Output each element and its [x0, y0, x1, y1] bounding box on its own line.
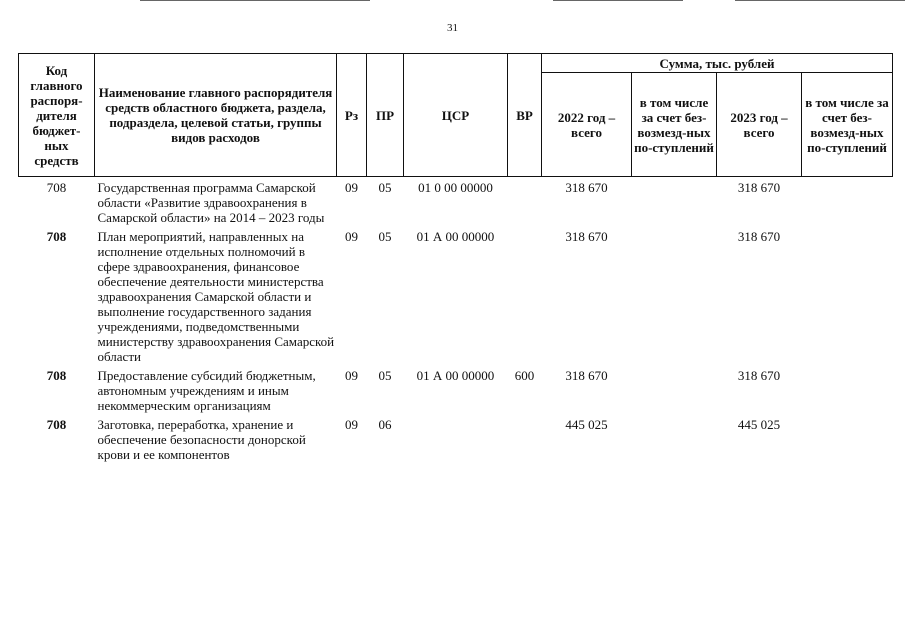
header-name: Наименование главного распорядителя средств областного бюджета, раздела, подраздела, целевой статьи, группы видов расходов	[95, 54, 337, 177]
row-code: 708	[46, 180, 67, 195]
row-2022-grant	[632, 226, 717, 365]
row-pr: 05	[378, 180, 392, 195]
row-2023-total: 318 670	[737, 229, 781, 244]
row-2023-grant	[802, 226, 893, 365]
row-vr	[508, 177, 542, 227]
top-rule-left	[140, 0, 370, 1]
row-pr: 05	[378, 368, 392, 383]
row-2022-grant	[632, 365, 717, 414]
row-code: 708	[46, 417, 67, 432]
row-rz: 09	[345, 180, 358, 195]
top-rule-middle	[553, 0, 683, 1]
row-2023-grant	[802, 414, 893, 463]
row-rz: 09	[345, 229, 358, 244]
row-csr: 01 А 00 00000	[416, 368, 495, 383]
row-2022-total: 318 670	[565, 368, 608, 383]
header-2022-total: 2022 год – всего	[542, 73, 632, 177]
header-code: Код главного распоря-дителя бюджет-ных средств	[19, 54, 95, 177]
row-2022-total: 445 025	[565, 417, 608, 432]
row-2022-total: 318 670	[565, 180, 608, 195]
row-2023-grant	[802, 177, 893, 227]
table-row	[19, 226, 893, 365]
row-name: Предоставление субсидий бюджетным, автономным учреждениям и иным некоммерческим организациям	[97, 368, 316, 413]
row-pr: 05	[378, 229, 392, 244]
row-csr	[404, 414, 508, 463]
header-2022-grant: в том числе за счет без-возмезд-ных по-ступлений	[632, 73, 717, 177]
row-2023-grant	[802, 365, 893, 414]
table-row	[19, 414, 893, 463]
row-name: План мероприятий, направленных на исполнение отдельных полномочий в сфере здравоохранения, финансовое обеспечение деятельности министерства здравоохранения Самарской области и выполнение государственного задания учреждениями, подведомственными министерству здравоохранения Самарской области	[97, 229, 335, 364]
row-2022-grant	[632, 414, 717, 463]
header-2023-total: 2023 год – всего	[717, 73, 802, 177]
row-vr: 600	[514, 368, 535, 383]
row-2023-total: 445 025	[737, 417, 781, 432]
header-rz: Рз	[337, 54, 367, 177]
row-name: Заготовка, переработка, хранение и обеспечение безопасности донорской крови и ее компонентов	[97, 417, 306, 462]
budget-table	[18, 53, 893, 463]
row-name: Государственная программа Самарской области «Развитие здравоохранения в Самарской области» на 2014 – 2023 годы	[97, 180, 325, 225]
header-vr: ВР	[508, 54, 542, 177]
row-2023-total: 318 670	[737, 180, 781, 195]
header-csr: ЦСР	[404, 54, 508, 177]
header-sum-group: Сумма, тыс. рублей	[542, 54, 893, 73]
header-2023-grant: в том числе за счет без-возмезд-ных по-ступлений	[802, 73, 893, 177]
page-number: 31	[447, 22, 458, 34]
row-code: 708	[46, 368, 67, 383]
row-csr: 01 0 00 00000	[418, 180, 493, 195]
table-row	[19, 365, 893, 414]
row-pr: 06	[378, 417, 392, 432]
row-vr	[508, 414, 542, 463]
table-row	[19, 177, 893, 227]
row-rz: 09	[345, 368, 358, 383]
row-2022-grant	[632, 177, 717, 227]
row-2023-total: 318 670	[737, 368, 781, 383]
top-rule-right	[735, 0, 905, 1]
header-pr: ПР	[367, 54, 404, 177]
row-vr	[508, 226, 542, 365]
row-rz: 09	[345, 417, 358, 432]
row-csr: 01 А 00 00000	[416, 229, 495, 244]
row-code: 708	[46, 229, 67, 244]
row-2022-total: 318 670	[565, 229, 608, 244]
